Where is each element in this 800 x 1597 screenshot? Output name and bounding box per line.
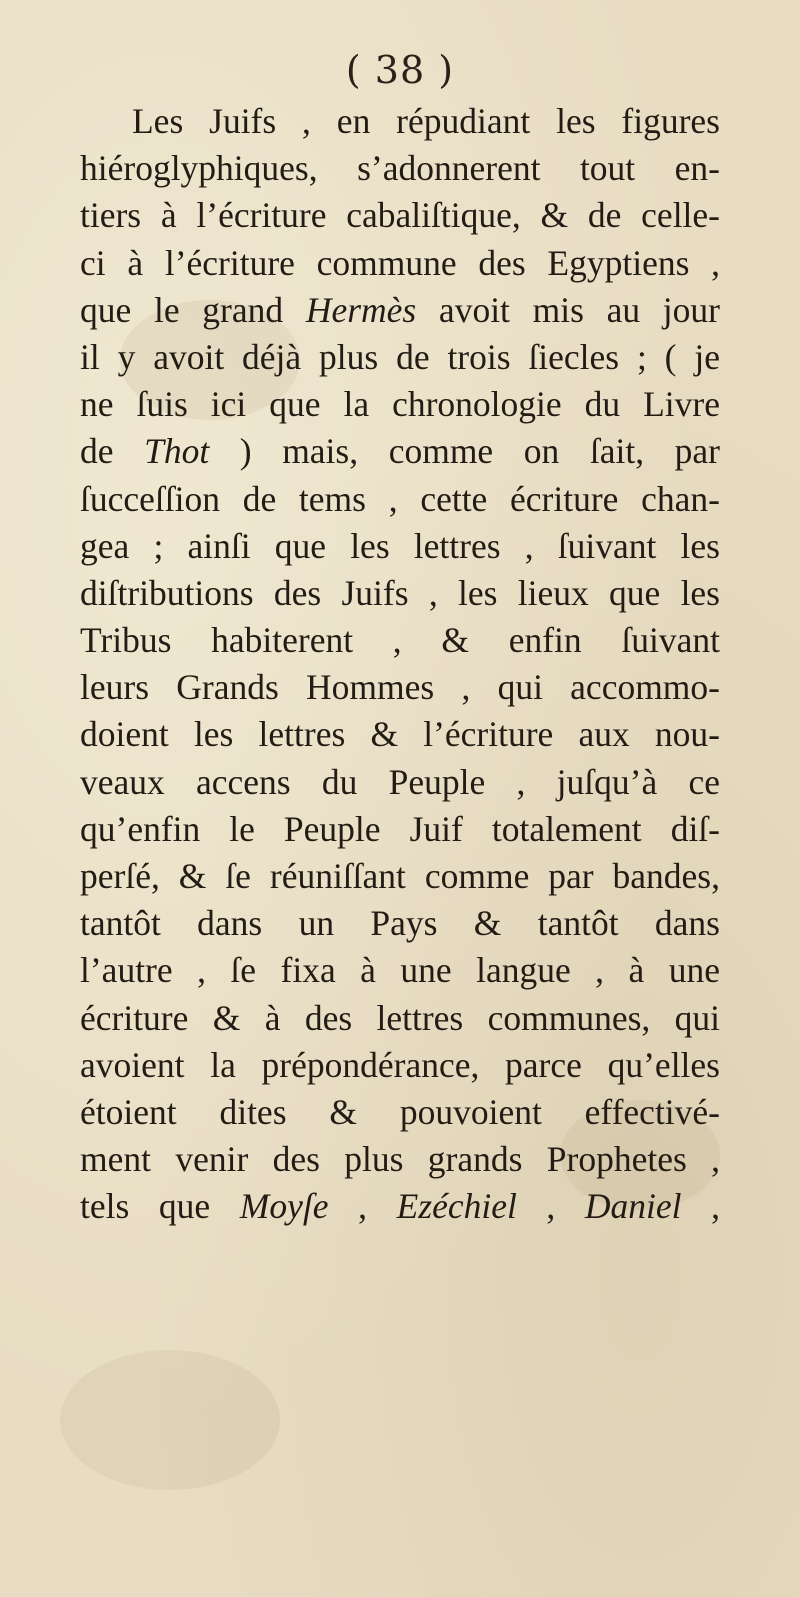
page-number: ( 38 ) — [345, 48, 455, 92]
text-line — [80, 1042, 720, 1089]
italic-name: Thot — [144, 431, 210, 472]
text-line — [80, 334, 720, 381]
text-run: diſtributions des Juifs , les lieux que les — [80, 572, 720, 613]
text-run: étoient dites & pouvoient effectivé- — [80, 1091, 720, 1132]
text-run: ment venir des plus grands Prophetes , — [80, 1139, 720, 1180]
italic-name: Hermès — [305, 289, 417, 330]
text-run: , — [328, 1186, 397, 1227]
text-line — [80, 287, 720, 334]
text-run: , — [516, 1186, 585, 1227]
text-run: il y avoit déjà plus de trois ſiecles ; ( je — [80, 336, 720, 377]
body-paragraph — [80, 98, 720, 1231]
text-line — [80, 995, 720, 1042]
text-run: que le grand — [80, 289, 306, 330]
text-run: avoient la prépondérance, parce qu’elles — [80, 1044, 720, 1085]
text-line — [80, 759, 720, 806]
text-run: veaux accens du Peuple , juſqu’à ce — [80, 761, 720, 802]
text-run: ci à l’écriture commune des Egyptiens , — [80, 242, 720, 283]
text-run: perſé, & ſe réuniſſant comme par bandes, — [80, 856, 720, 896]
text-run: gea ; ainſi que les lettres , ſuivant les — [80, 525, 720, 566]
text-run: ne ſuis ici que la chronologie du Livre — [80, 384, 720, 425]
text-line — [80, 570, 720, 617]
text-run: hiéroglyphiques, s’adonnerent tout en- — [80, 148, 720, 189]
text-line — [80, 900, 720, 947]
text-line — [80, 192, 720, 239]
text-line — [80, 806, 720, 853]
text-run: , — [681, 1186, 721, 1227]
text-run: Les Juifs , en répudiant les figures — [132, 101, 720, 141]
text-run: doient les lettres & l’écriture aux nou- — [80, 714, 720, 755]
text-line — [80, 476, 720, 523]
text-line — [80, 853, 720, 900]
italic-name: Moyſe — [239, 1186, 329, 1227]
text-line — [80, 947, 720, 994]
text-run: ſucceſſion de tems , cette écriture chan- — [80, 478, 720, 519]
text-run: Tribus habiterent , & enfin ſuivant — [80, 620, 720, 661]
text-line — [80, 98, 720, 145]
italic-name: Daniel — [584, 1186, 682, 1227]
text-line — [80, 617, 720, 664]
text-line — [80, 1136, 720, 1183]
text-run: ) mais, comme on ſait, par — [209, 431, 720, 472]
text-run: tels que — [80, 1186, 240, 1227]
text-line — [80, 711, 720, 758]
italic-name: Ezéchiel — [396, 1186, 517, 1227]
text-line — [80, 240, 720, 287]
text-line — [80, 145, 720, 192]
text-run: leurs Grands Hommes , qui accommo- — [80, 667, 720, 708]
text-line — [80, 664, 720, 711]
text-run: de — [80, 431, 145, 472]
text-run: l’autre , ſe fixa à une langue , à une — [80, 950, 720, 991]
text-line — [80, 1183, 720, 1230]
text-run: qu’enfin le Peuple Juif totalement diſ- — [80, 808, 720, 849]
text-line — [80, 1089, 720, 1136]
text-run: avoit mis au jour — [416, 289, 720, 330]
text-run: tantôt dans un Pays & tantôt dans — [80, 903, 720, 944]
text-line — [80, 428, 720, 475]
text-run: tiers à l’écriture cabaliſtique, & de celle- — [80, 195, 720, 236]
paper-stain — [60, 1350, 280, 1490]
text-run: écriture & à des lettres communes, qui — [80, 997, 720, 1038]
text-line — [80, 381, 720, 428]
text-line — [80, 523, 720, 570]
